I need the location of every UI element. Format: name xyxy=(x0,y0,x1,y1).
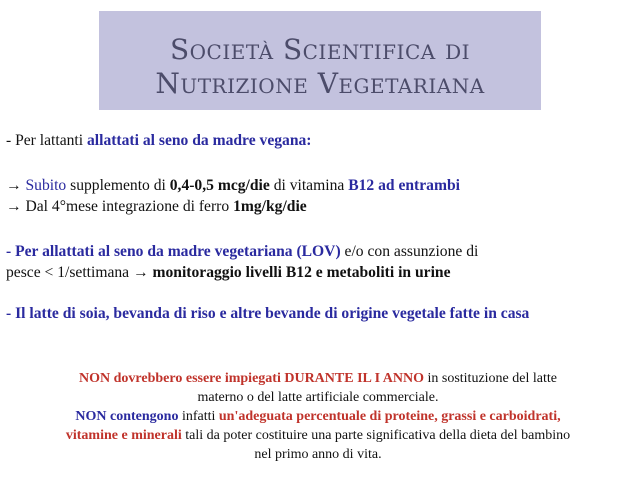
b12-dose: 0,4-0,5 mcg/die xyxy=(169,177,270,194)
b12-both-highlight: B12 ad entrambi xyxy=(348,177,460,194)
fish-text: pesce < 1/settimana → xyxy=(6,264,153,281)
infact-text: infatti xyxy=(178,409,219,424)
iron-text: → Dal 4°mese integrazione di ferro xyxy=(6,198,234,215)
nutrients-warning: un'adeguata percentuale di proteine, grassi e carboidrati, xyxy=(218,409,561,424)
supplement-recommendations xyxy=(6,175,624,217)
first-year-text: nel primo anno di vita. xyxy=(254,447,382,462)
plant-drinks-heading: - Il latte di soia, bevanda di riso e altre bevande di origine vegetale fatte in casa xyxy=(6,305,530,322)
banner-title-line2: Nutrizione Vegetariana xyxy=(155,67,485,100)
banner-title-line1: Società Scientifica di xyxy=(169,33,471,66)
iron-dose: 1mg/kg/die xyxy=(233,198,307,215)
society-logo-banner xyxy=(99,11,541,110)
warning-note xyxy=(6,369,630,464)
not-to-be-used-warning: NON dovrebbero essere impiegati DURANTE IL I ANNO xyxy=(79,371,424,386)
replacement-text: in sostituzione del latte xyxy=(423,371,557,386)
arrow-glyph: → xyxy=(6,177,26,194)
vitamins-minerals: vitamine e minerali xyxy=(65,428,182,443)
diet-text: tali da poter costituire una parte significativa della dieta del bambino xyxy=(181,428,571,443)
lov-highlight: - Per allattati al seno da madre vegetariana (LOV) xyxy=(6,243,341,260)
formula-text: materno o del latte artificiale commerciale. xyxy=(197,390,439,405)
infants-prefix: - Per lattanti xyxy=(6,132,87,149)
b12-supplement-line xyxy=(6,175,624,196)
lov-mother-paragraph xyxy=(6,241,624,283)
iron-supplement-line xyxy=(6,196,624,217)
b12-monitoring: monitoraggio livelli B12 e metaboliti in urine xyxy=(152,264,451,281)
infants-vegan-mother-heading xyxy=(6,130,624,151)
infants-vegan-highlight: allattati al seno da madre vegana: xyxy=(86,132,312,149)
lov-text: e/o con assunzione di xyxy=(340,243,479,260)
do-not-contain-text: NON contengono xyxy=(75,409,179,424)
supplement-text: supplemento di xyxy=(66,177,170,194)
immediately-word: Subito xyxy=(25,177,67,194)
vitamin-text: di vitamina xyxy=(269,177,349,194)
